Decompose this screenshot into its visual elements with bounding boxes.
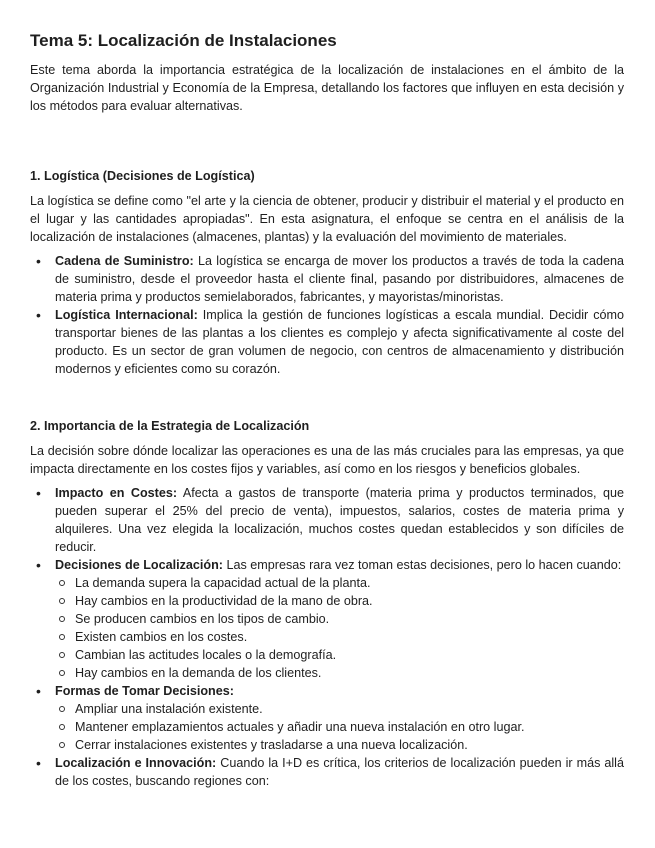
sub-list-item: Ampliar una instalación existente. [55,700,624,718]
section-heading: 1. Logística (Decisiones de Logística) [30,169,255,183]
bullet-label: Decisiones de Localización: [55,558,223,572]
bullet-text: La logística se encarga de mover los productos a través de toda la cadena de suministro, desde el proveedor hasta el cliente final, pasando por distribuidores, almacenes de materia prima y productos semielaborados, fabricantes, y mayoristas/minoristas. [55,254,624,304]
intro-paragraph: Este tema aborda la importancia estratégica de la localización de instalaciones en el ámbito de la Organización Industrial y Economía de la Empresa, detallando los factores que influyen en esta decisión y los métodos para evaluar alternativas. [30,63,624,113]
bullet-text: Afecta a gastos de transporte (materia prima y productos terminados, que pueden superar el 25% del precio de venta), impuestos, salarios, costes de materia prima y alquileres. Una vez elegida la localización, muchos costes quedan establecidos y son difíciles de reducir. [55,486,624,554]
section-heading: 2. Importancia de la Estrategia de Localización [30,419,310,433]
bullet-list [30,484,624,790]
sub-list-item: Cambian las actitudes locales o la demografía. [55,646,624,664]
bullet-text: Cuando la I+D es crítica, los criterios de localización pueden ir más allá de los costes, buscando regiones con: [55,756,624,788]
bullet-label: Logística Internacional: [55,308,198,322]
list-item [30,556,624,682]
list-item [30,682,624,754]
bullet-text: Las empresas rara vez toman estas decisiones, pero lo hacen cuando: [222,558,622,572]
sub-list-item: Hay cambios en la productividad de la mano de obra. [55,592,624,610]
sub-list-item: Cerrar instalaciones existentes y trasladarse a una nueva localización. [55,736,624,754]
section-paragraph: La decisión sobre dónde localizar las operaciones es una de las más cruciales para las empresas, ya que impacta directamente en los costes fijos y variables, así como en los riesgos y beneficios globales. [30,444,624,476]
bullet-label: Cadena de Suministro: [55,254,194,268]
bullet-text: Implica la gestión de funciones logísticas a escala mundial. Decidir cómo transportar bienes de las plantas a los clientes es complejo y afecta significativamente al coste del producto. Es un sector de gran volumen de negocio, con centros de almacenamiento y distribución modernos y eficientes como su corazón. [55,308,624,376]
sub-list [55,700,624,754]
sub-list-item: Se producen cambios en los tipos de cambio. [55,610,624,628]
sub-list-item: Hay cambios en la demanda de los clientes. [55,664,624,682]
list-item [30,754,624,790]
page-title: Tema 5: Localización de Instalaciones [30,31,337,50]
sub-list [55,574,624,682]
section-logistica [30,167,624,378]
list-item [30,252,624,306]
bullet-list [30,252,624,378]
sub-list-item: Existen cambios en los costes. [55,628,624,646]
section-estrategia [30,417,624,790]
bullet-label: Localización e Innovación: [55,756,217,770]
bullet-label: Formas de Tomar Decisiones: [55,684,234,698]
list-item [30,484,624,556]
sub-list-item: La demanda supera la capacidad actual de la planta. [55,574,624,592]
sub-list-item: Mantener emplazamientos actuales y añadir una nueva instalación en otro lugar. [55,718,624,736]
section-paragraph: La logística se define como "el arte y la ciencia de obtener, producir y distribuir el material y el producto en el lugar y las cantidades apropiadas". En esta asignatura, el enfoque se centra en el análisis de la localización de instalaciones (almacenes, plantas) y la evaluación del movimiento de materiales. [30,194,624,244]
bullet-label: Impacto en Costes: [55,486,178,500]
list-item [30,306,624,378]
